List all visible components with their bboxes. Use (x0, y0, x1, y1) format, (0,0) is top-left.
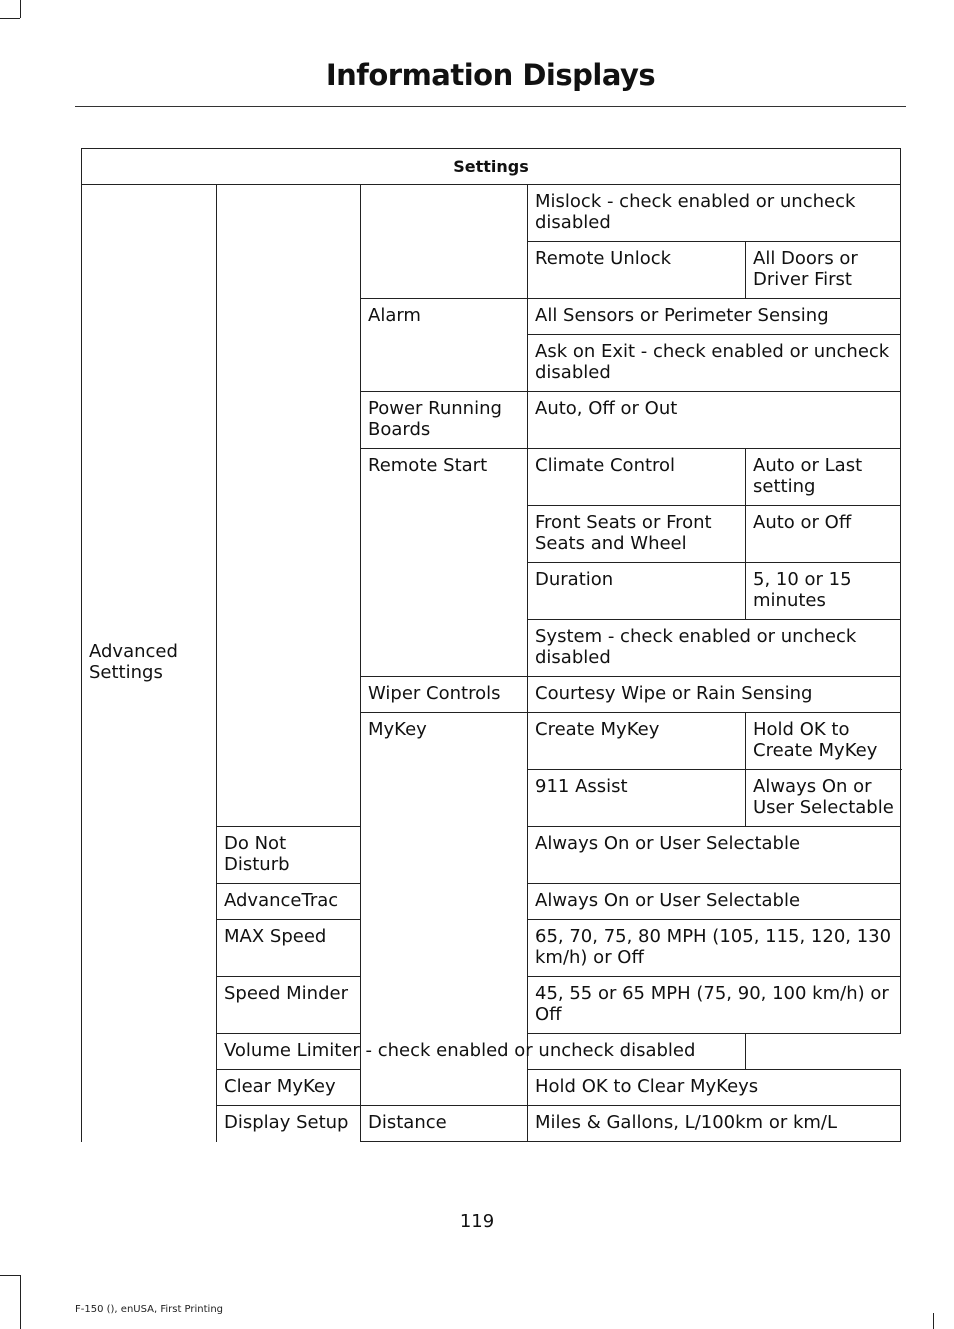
option-cell: System - check enabled or uncheck disabled (528, 620, 901, 677)
title-divider (75, 106, 906, 107)
setting-cell: AdvanceTrac (217, 884, 361, 920)
option-cell: Always On or User Selectable (528, 884, 901, 920)
option-cell: All Sensors or Perimeter Sensing (528, 299, 901, 335)
value-cell: 5, 10 or 15 minutes (746, 563, 901, 620)
option-cell: Always On or User Selectable (528, 827, 901, 884)
option-cell: Mislock - check enabled or uncheck disabled (528, 185, 901, 242)
crop-mark (20, 0, 21, 18)
subcategory-blank (217, 185, 361, 827)
setting-cell: Power Running Boards (361, 392, 528, 449)
crop-mark (0, 1275, 20, 1276)
option-cell: Miles & Gallons, L/100km or km/L (528, 1106, 901, 1142)
option-cell: Ask on Exit - check enabled or uncheck disabled (528, 335, 901, 392)
table-header-row (82, 149, 901, 185)
value-cell: All Doors or Driver First (746, 242, 901, 299)
option-cell: Hold OK to Clear MyKeys (528, 1070, 901, 1106)
option-cell: 65, 70, 75, 80 MPH (105, 115, 120, 130 km/h) or Off (528, 920, 901, 977)
setting-cell: Volume Limiter - check enabled or uncheck disabled (217, 1034, 746, 1070)
page-title: Information Displays (325, 58, 656, 92)
setting-cell: Remote Start (361, 449, 528, 677)
setting-cell: Create MyKey (528, 713, 746, 770)
value-cell: Auto or Off (746, 506, 901, 563)
option-cell: Courtesy Wipe or Rain Sensing (528, 677, 901, 713)
option-cell: 45, 55 or 65 MPH (75, 90, 100 km/h) or Off (528, 977, 901, 1034)
crop-mark (933, 1313, 934, 1329)
subcategory-display-setup: Display Setup (217, 1106, 361, 1142)
page-number: 119 (459, 1211, 495, 1232)
category-advanced-settings: Advanced Settings (82, 185, 217, 1142)
crop-mark (20, 1275, 21, 1329)
setting-cell: 911 Assist (528, 770, 746, 827)
setting-blank (361, 185, 528, 299)
setting-cell: Clear MyKey (217, 1070, 361, 1106)
setting-cell: Wiper Controls (361, 677, 528, 713)
setting-cell: MAX Speed (217, 920, 361, 977)
option-cell: Duration (528, 563, 746, 620)
option-cell: Remote Unlock (528, 242, 746, 299)
setting-cell: Do Not Disturb (217, 827, 361, 884)
option-cell: Climate Control (528, 449, 746, 506)
table-header: Settings (82, 149, 901, 185)
setting-cell: Distance (361, 1106, 528, 1142)
footer-text: F-150 (), enUSA, First Printing (75, 1304, 224, 1315)
value-cell: Auto or Last setting (746, 449, 901, 506)
subcategory-mykey: MyKey (361, 713, 528, 1106)
setting-cell: Speed Minder (217, 977, 361, 1034)
option-cell: Hold OK to Create MyKey (746, 713, 901, 770)
option-cell: Auto, Off or Out (528, 392, 901, 449)
setting-cell: Alarm (361, 299, 528, 392)
option-cell: Front Seats or Front Seats and Wheel (528, 506, 746, 563)
option-cell: Always On or User Selectable (746, 770, 901, 827)
crop-mark (0, 18, 20, 19)
table-row (82, 185, 901, 242)
settings-table (81, 148, 901, 1142)
